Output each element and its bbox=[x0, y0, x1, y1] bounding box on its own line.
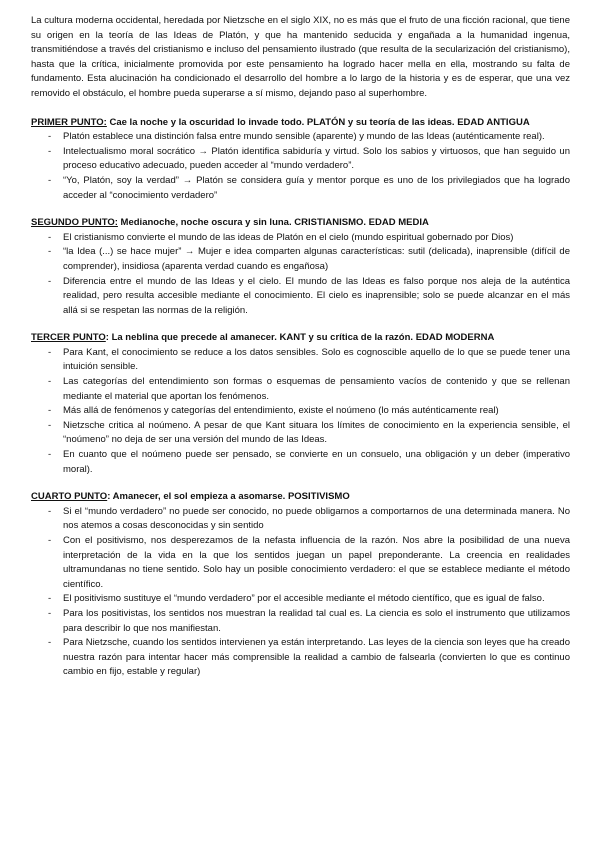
list-item-text: Para Kant, el conocimiento se reduce a los datos sensibles. Solo es cognoscible aquello de lo que se puede tener una intuición sensible. bbox=[63, 346, 570, 373]
list-item-text: El positivismo sustituye el “mundo verdadero” por el accesible mediante el método científico, que es igual de falso. bbox=[63, 593, 545, 605]
section-heading bbox=[31, 331, 570, 346]
list-item-text: El cristianismo convierte el mundo de las ideas de Platón en el cielo (mundo espiritual gobernado por Dios) bbox=[63, 231, 514, 243]
list-item-text: Si el “mundo verdadero” no puede ser conocido, no puede obligarnos a comportarnos de una determinada manera. No nos atemos a cosas desconocidas y sin sentido bbox=[63, 505, 570, 532]
section-1 bbox=[31, 116, 570, 204]
bullet-dash: - bbox=[48, 131, 52, 143]
list-item-text: Intelectualismo moral socrático → Platón identifica sabiduría y virtud. Solo los sabios y virtuosos, que han seguido un proceso educativo adecuado, pueden acceder al “mundo verdadero”. bbox=[63, 145, 570, 172]
list-item bbox=[31, 375, 570, 404]
section-label: PRIMER PUNTO: bbox=[31, 116, 107, 128]
section-label: CUARTO PUNTO bbox=[31, 491, 108, 503]
bullet-dash: - bbox=[48, 174, 52, 186]
list-item bbox=[31, 636, 570, 680]
list-item-text: Nietzsche critica al noúmeno. A pesar de que Kant situara los límites de conocimiento en la experiencia sensible, el “noúmeno” no deja de ser una versión del mundo de las Ideas. bbox=[63, 419, 570, 446]
list-item-text: Con el positivismo, nos desperezamos de la nefasta influencia de la razón. Nos abre la posibilidad de una nueva interpretación de la vida en la que los sentidos juegan un papel preponderante. La creencia en realidades ultramundanas no tiene sentido. Solo hay un posible conocimiento verdadero: el que se establece mediante el método científico. bbox=[63, 535, 570, 590]
list-item-text: Las categorías del entendimiento son formas o esquemas de pensamiento vacíos de contenido y que se rellenan mediante el material que aportan los fenómenos. bbox=[63, 376, 570, 402]
bullet-dash: - bbox=[48, 405, 52, 417]
bullet-dash: - bbox=[48, 346, 52, 358]
list-item bbox=[31, 346, 570, 375]
section-label: SEGUNDO PUNTO: bbox=[31, 217, 118, 229]
bullet-dash: - bbox=[48, 535, 52, 546]
list-item bbox=[31, 275, 570, 319]
section-2 bbox=[31, 216, 570, 318]
list-item bbox=[31, 419, 570, 448]
bullet-dash: - bbox=[48, 593, 52, 605]
bullet-list bbox=[31, 505, 570, 680]
bullet-dash: - bbox=[48, 637, 52, 649]
section-title: Cae la noche y la oscuridad lo invade todo. PLATÓN y su teoría de las ideas. EDAD ANTIGUA bbox=[106, 116, 530, 128]
section-heading bbox=[31, 490, 570, 505]
list-item bbox=[31, 130, 570, 145]
bullet-dash: - bbox=[48, 419, 52, 431]
intro-paragraph: La cultura moderna occidental, heredada por Nietzsche en el siglo XIX, no es más que el fruto de una ficción racional, que tiene su origen en la teoría de las Ideas de Platón, y que ha mantenido seducida y engañada a la humanidad ingenua, transmitiéndose a través del cristianismo e incluso del pensamiento ilustrado (que resulta de la secularización del cristianismo), hasta que la crítica, inicialmente promovida por este pensamiento ha logrado hacer mella en ella, mostrando su falta de fundamento. Esta alucinación ha condicionado el desarrollo del hombre a lo largo de la historia y es de esperar, que una vez removido el obstáculo, el hombre pueda superarse a sí mismo, dejando paso al superhombre. bbox=[31, 15, 570, 99]
list-item-text: Diferencia entre el mundo de las Ideas y el cielo. El mundo de las Ideas es falso porque nos aleja de la auténtica realidad, pero resulta accesible mediante el conocimiento. El cielo es inaprensible; solo se puede alcanzar en el más allá si se respetan las normas de la religión. bbox=[63, 275, 570, 316]
list-item bbox=[31, 592, 570, 607]
bullet-dash: - bbox=[48, 449, 52, 461]
list-item bbox=[31, 448, 570, 477]
list-item bbox=[31, 145, 570, 174]
list-item bbox=[31, 231, 570, 246]
bullet-list bbox=[31, 231, 570, 319]
list-item-text: Platón establece una distinción falsa entre mundo sensible (aparente) y mundo de las Ideas (auténticamente real). bbox=[63, 131, 545, 143]
sections-container bbox=[31, 116, 570, 680]
list-item-text: Para Nietzsche, cuando los sentidos intervienen ya están interpretando. Las leyes de la ciencia son leyes que ha creado nuestra razón para intentar hacer más comprensible la realidad a cambio de falsearla (convierten lo que es continuo cambio en fijo, estable y regular) bbox=[63, 637, 570, 678]
section-3 bbox=[31, 331, 570, 477]
bullet-list bbox=[31, 130, 570, 203]
section-title: Medianoche, noche oscura y sin luna. CRISTIANISMO. EDAD MEDIA bbox=[117, 217, 429, 229]
list-item-text: Más allá de fenómenos y categorías del entendimiento, existe el noúmeno (lo más auténticamente real) bbox=[63, 405, 499, 417]
list-item-text: Para los positivistas, los sentidos nos muestran la realidad tal cual es. La ciencia es solo el instrumento que utilizamos para describir lo que nos manifiestan. bbox=[63, 607, 570, 634]
list-item-text: “Yo, Platón, soy la verdad” → Platón se considera guía y mentor porque es uno de los privilegiados que ha logrado acceder al “conocimiento verdadero” bbox=[63, 174, 570, 201]
section-heading bbox=[31, 216, 570, 231]
bullet-dash: - bbox=[48, 376, 52, 388]
list-item bbox=[31, 404, 570, 419]
section-4 bbox=[31, 490, 570, 680]
bullet-dash: - bbox=[48, 231, 52, 243]
section-heading bbox=[31, 116, 570, 131]
bullet-dash: - bbox=[48, 275, 52, 287]
list-item bbox=[31, 245, 570, 274]
bullet-dash: - bbox=[48, 246, 52, 258]
section-title: : La neblina que precede al amanecer. KANT y su crítica de la razón. EDAD MODERNA bbox=[105, 332, 495, 344]
bullet-dash: - bbox=[48, 145, 52, 157]
list-item bbox=[31, 607, 570, 636]
bullet-list bbox=[31, 346, 570, 477]
list-item bbox=[31, 505, 570, 534]
bullet-dash: - bbox=[48, 607, 52, 619]
list-item bbox=[31, 534, 570, 592]
bullet-dash: - bbox=[48, 505, 52, 517]
list-item-text: “la Idea (...) se hace mujer” → Mujer e idea comparten algunas características: sutil (delicada), inaprensible (difícil de comprender), insidiosa (aparenta verdad cuando es engañosa) bbox=[63, 246, 570, 272]
section-label: TERCER PUNTO bbox=[31, 332, 106, 344]
list-item bbox=[31, 174, 570, 203]
section-title: : Amanecer, el sol empieza a asomarse. POSITIVISMO bbox=[107, 491, 350, 503]
list-item-text: En cuanto que el noúmeno puede ser pensado, se convierte en un consuelo, una obligación y un deber (imperativo moral). bbox=[63, 449, 570, 475]
